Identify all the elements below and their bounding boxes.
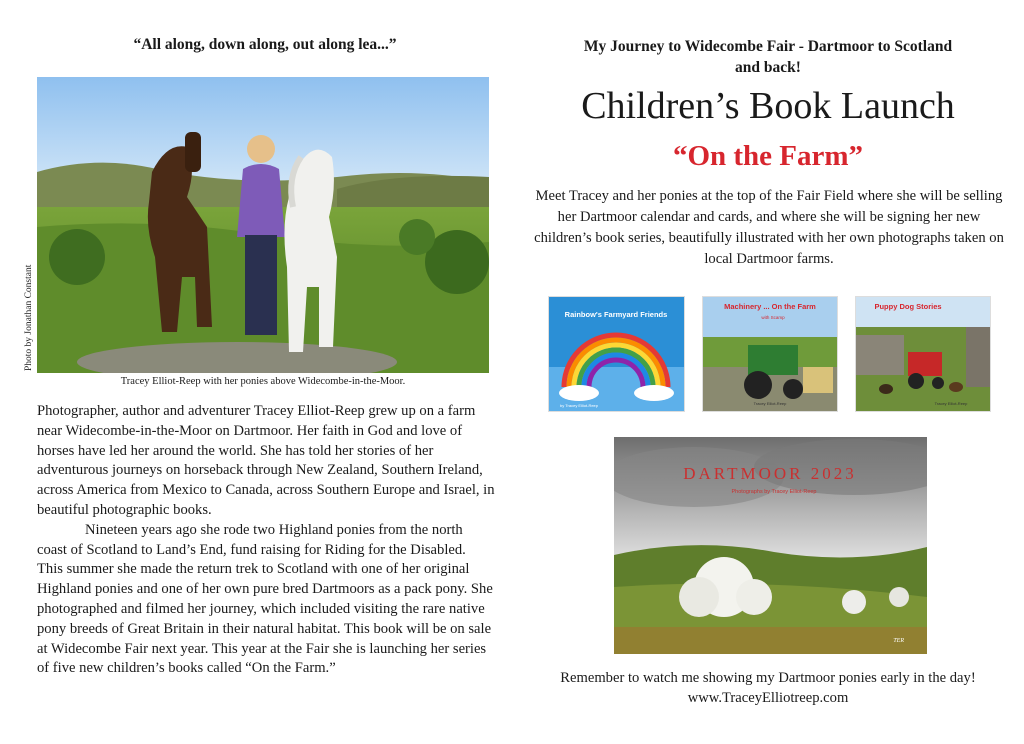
bio-paragraph-2: Nineteen years ago she rode two Highland ponies from the north coast of Scotland to Land’s End, fund raising for Riding for the Disabled. This summer she made the return trek to Scotland with one of her original Highland ponies and one of her own pure bred Dartmoors as a pack pony. She photographed and filmed her journey, which included visiting the rare native pony breeds of Great Britain in their natural habitat. This book will be on sale at Widecombe Fair next year. This year at the Fair she is launching her series of five new children’s books called “On the Farm.” bbox=[37, 521, 493, 677]
photo-caption: Tracey Elliot-Reep with her ponies above Widecombe-in-the-Moor. bbox=[120, 376, 406, 387]
journey-heading bbox=[548, 36, 988, 78]
calendar-signature: TER bbox=[893, 638, 904, 644]
book-cover-puppy bbox=[855, 296, 991, 412]
journey-heading-line-1: My Journey to Widecombe Fair - Dartmoor to Scotland bbox=[583, 38, 953, 55]
journey-heading-line-2: and back! bbox=[735, 59, 801, 76]
calendar-cover bbox=[614, 437, 927, 654]
book-3-author: Tracey Elliot-Reep bbox=[934, 401, 968, 406]
website-link[interactable]: www.TraceyElliotreep.com bbox=[687, 690, 849, 706]
book-2-author: Tracey Elliot-Reep bbox=[753, 401, 787, 406]
footer-note: Remember to watch me showing my Dartmoor ponies early in the day! bbox=[560, 670, 976, 686]
book-1-title: Rainbow's Farmyard Friends bbox=[564, 310, 668, 319]
bio-text bbox=[37, 402, 495, 679]
book-series-title: “On the Farm” bbox=[672, 140, 864, 172]
book-cover-machinery bbox=[702, 296, 838, 412]
book-3-title: Puppy Dog Stories bbox=[874, 302, 942, 311]
hero-photo-ponies bbox=[37, 77, 489, 373]
intro-text: Meet Tracey and her ponies at the top of the Fair Field where she will be selling her Dartmoor calendar and cards, and where she will be signing her new children’s book series, beautifully illustrated with her own photographs taken on local Dartmoor farms. bbox=[534, 188, 1004, 267]
book-2-subtitle: with Scamp bbox=[761, 315, 785, 320]
bio-paragraph-1: Photographer, author and adventurer Tracey Elliot-Reep grew up on a farm near Widecombe-in-the-Moor on Dartmoor. Her faith in God and love of horses have led her around the world. She has told her stories of her adventurous journeys on horseback through New Zealand, Southern Ireland, across America from Mexico to Canada, across Southern Europe and Israel, in beautiful photographic books. bbox=[37, 403, 495, 518]
book-1-author: by Tracey Elliot-Reep bbox=[559, 403, 599, 408]
book-2-title: Machinery ... On the Farm bbox=[724, 302, 816, 311]
photo-credit: Photo by Jonathan Constant bbox=[24, 264, 34, 371]
calendar-title: DARTMOOR 2023 bbox=[683, 464, 857, 483]
left-heading: “All along, down along, out along lea...” bbox=[133, 36, 397, 53]
calendar-subtitle: Photographs by Tracey Elliot-Reep bbox=[731, 489, 817, 495]
launch-title: Children’s Book Launch bbox=[581, 85, 955, 127]
book-cover-rainbow bbox=[548, 296, 685, 412]
